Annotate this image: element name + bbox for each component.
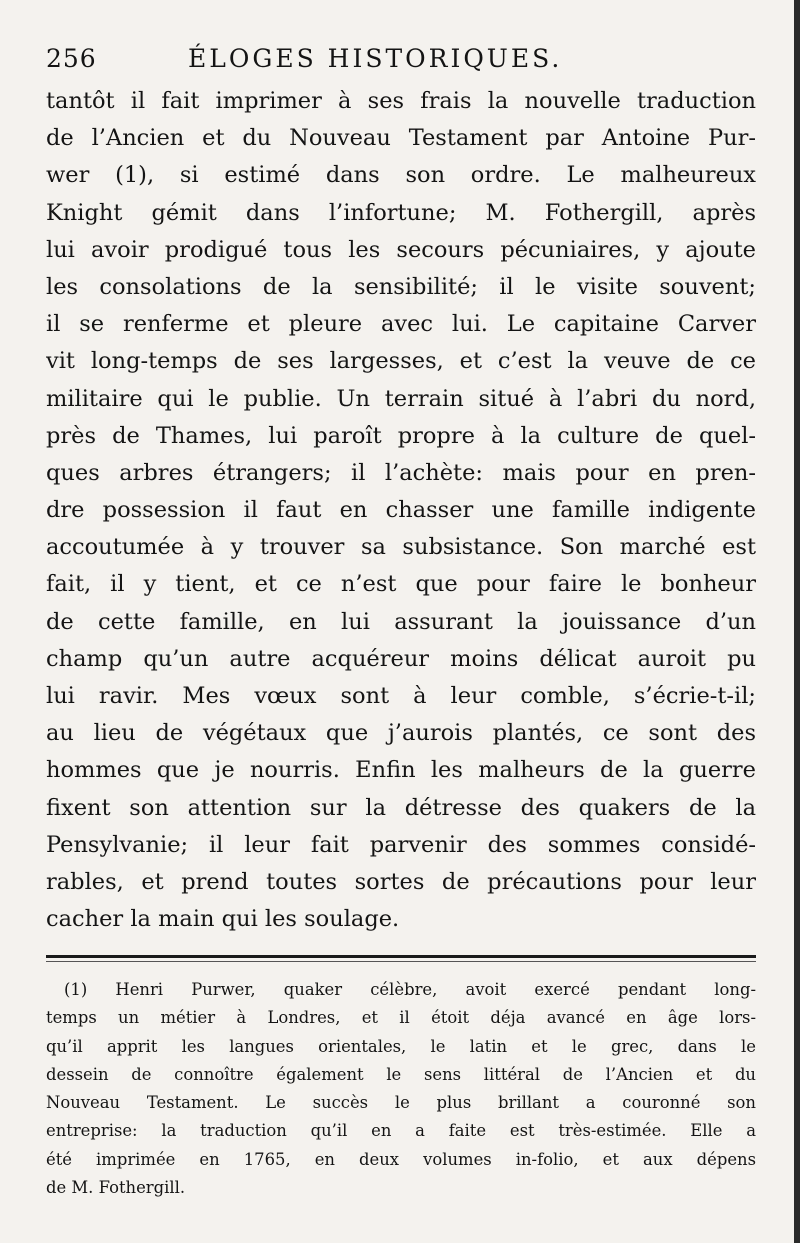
footnote-line: entreprise: la traduction qu’il en a faite est très-estimée. Elle a bbox=[46, 1121, 756, 1141]
footnote-line: Nouveau Testament. Le succès le plus brillant a couronné son bbox=[46, 1093, 756, 1113]
text-line: champ qu’un autre acquéreur moins délicat auroit pu bbox=[46, 645, 756, 672]
text-line: accoutumée à y trouver sa subsistance. Son marché est bbox=[46, 534, 756, 561]
page-edge bbox=[794, 0, 800, 1243]
text-line: les consolations de la sensibilité; il le visite souvent; bbox=[46, 273, 756, 300]
text-line: vit long-temps de ses largesses, et c’est la veuve de ce bbox=[46, 348, 756, 375]
text-line: fixent son attention sur la détresse des quakers de la bbox=[46, 794, 756, 821]
text-line: fait, il y tient, et ce n’est que pour faire le bonheur bbox=[46, 571, 756, 598]
footnote-rule-thin bbox=[46, 961, 756, 962]
text-line: de cette famille, en lui assurant la jouissance d’un bbox=[46, 608, 756, 635]
text-line: tantôt il fait imprimer à ses frais la nouvelle traduction bbox=[46, 88, 756, 114]
text-line: lui avoir prodigué tous les secours pécuniaires, y ajoute bbox=[46, 236, 756, 263]
footnote-line: temps un métier à Londres, et il étoit déja avancé en âge lors- bbox=[46, 1008, 756, 1028]
text-line: wer (1), si estimé dans son ordre. Le malheureux bbox=[46, 162, 756, 189]
text-line: de l’Ancien et du Nouveau Testament par Antoine Pur- bbox=[46, 125, 756, 152]
footnote-line: été imprimée en 1765, en deux volumes in-folio, et aux dépens bbox=[46, 1149, 756, 1169]
footnote-rule bbox=[46, 955, 756, 958]
text-line: cacher la main qui les soulage. bbox=[46, 906, 400, 933]
footnote-line: (1) Henri Purwer, quaker célèbre, avoit exercé pendant long- bbox=[64, 980, 756, 999]
text-line: ques arbres étrangers; il l’achète: mais pour en pren- bbox=[46, 459, 756, 486]
text-line: militaire qui le publie. Un terrain situé à l’abri du nord, bbox=[46, 385, 756, 412]
text-line: près de Thames, lui paroît propre à la culture de quel- bbox=[46, 422, 756, 449]
footnote bbox=[46, 976, 756, 1202]
text-line: hommes que je nourris. Enfin les malheurs de la guerre bbox=[46, 757, 756, 784]
footnote-line: dessein de connoître également le sens littéral de l’Ancien et du bbox=[46, 1064, 756, 1084]
text-line: il se renferme et pleure avec lui. Le capitaine Carver bbox=[46, 311, 756, 338]
running-head bbox=[46, 44, 758, 78]
footnote-line: qu’il apprit les langues orientales, le latin et le grec, dans le bbox=[46, 1036, 756, 1056]
running-title: ÉLOGES HISTORIQUES. bbox=[188, 44, 563, 73]
text-line: Pensylvanie; il leur fait parvenir des sommes considé- bbox=[46, 831, 756, 858]
text-line: dre possession il faut en chasser une famille indigente bbox=[46, 497, 756, 524]
text-line: au lieu de végétaux que j’aurois plantés, ce sont des bbox=[46, 720, 756, 747]
text-line: lui ravir. Mes vœux sont à leur comble, s’écrie-t-il; bbox=[46, 683, 756, 709]
page-number: 256 bbox=[46, 44, 97, 73]
text-line: Knight gémit dans l’infortune; M. Fothergill, après bbox=[46, 199, 756, 226]
main-text bbox=[46, 83, 756, 938]
footnote-line: de M. Fothergill. bbox=[46, 1178, 186, 1198]
text-line: rables, et prend toutes sortes de précautions pour leur bbox=[46, 868, 756, 895]
